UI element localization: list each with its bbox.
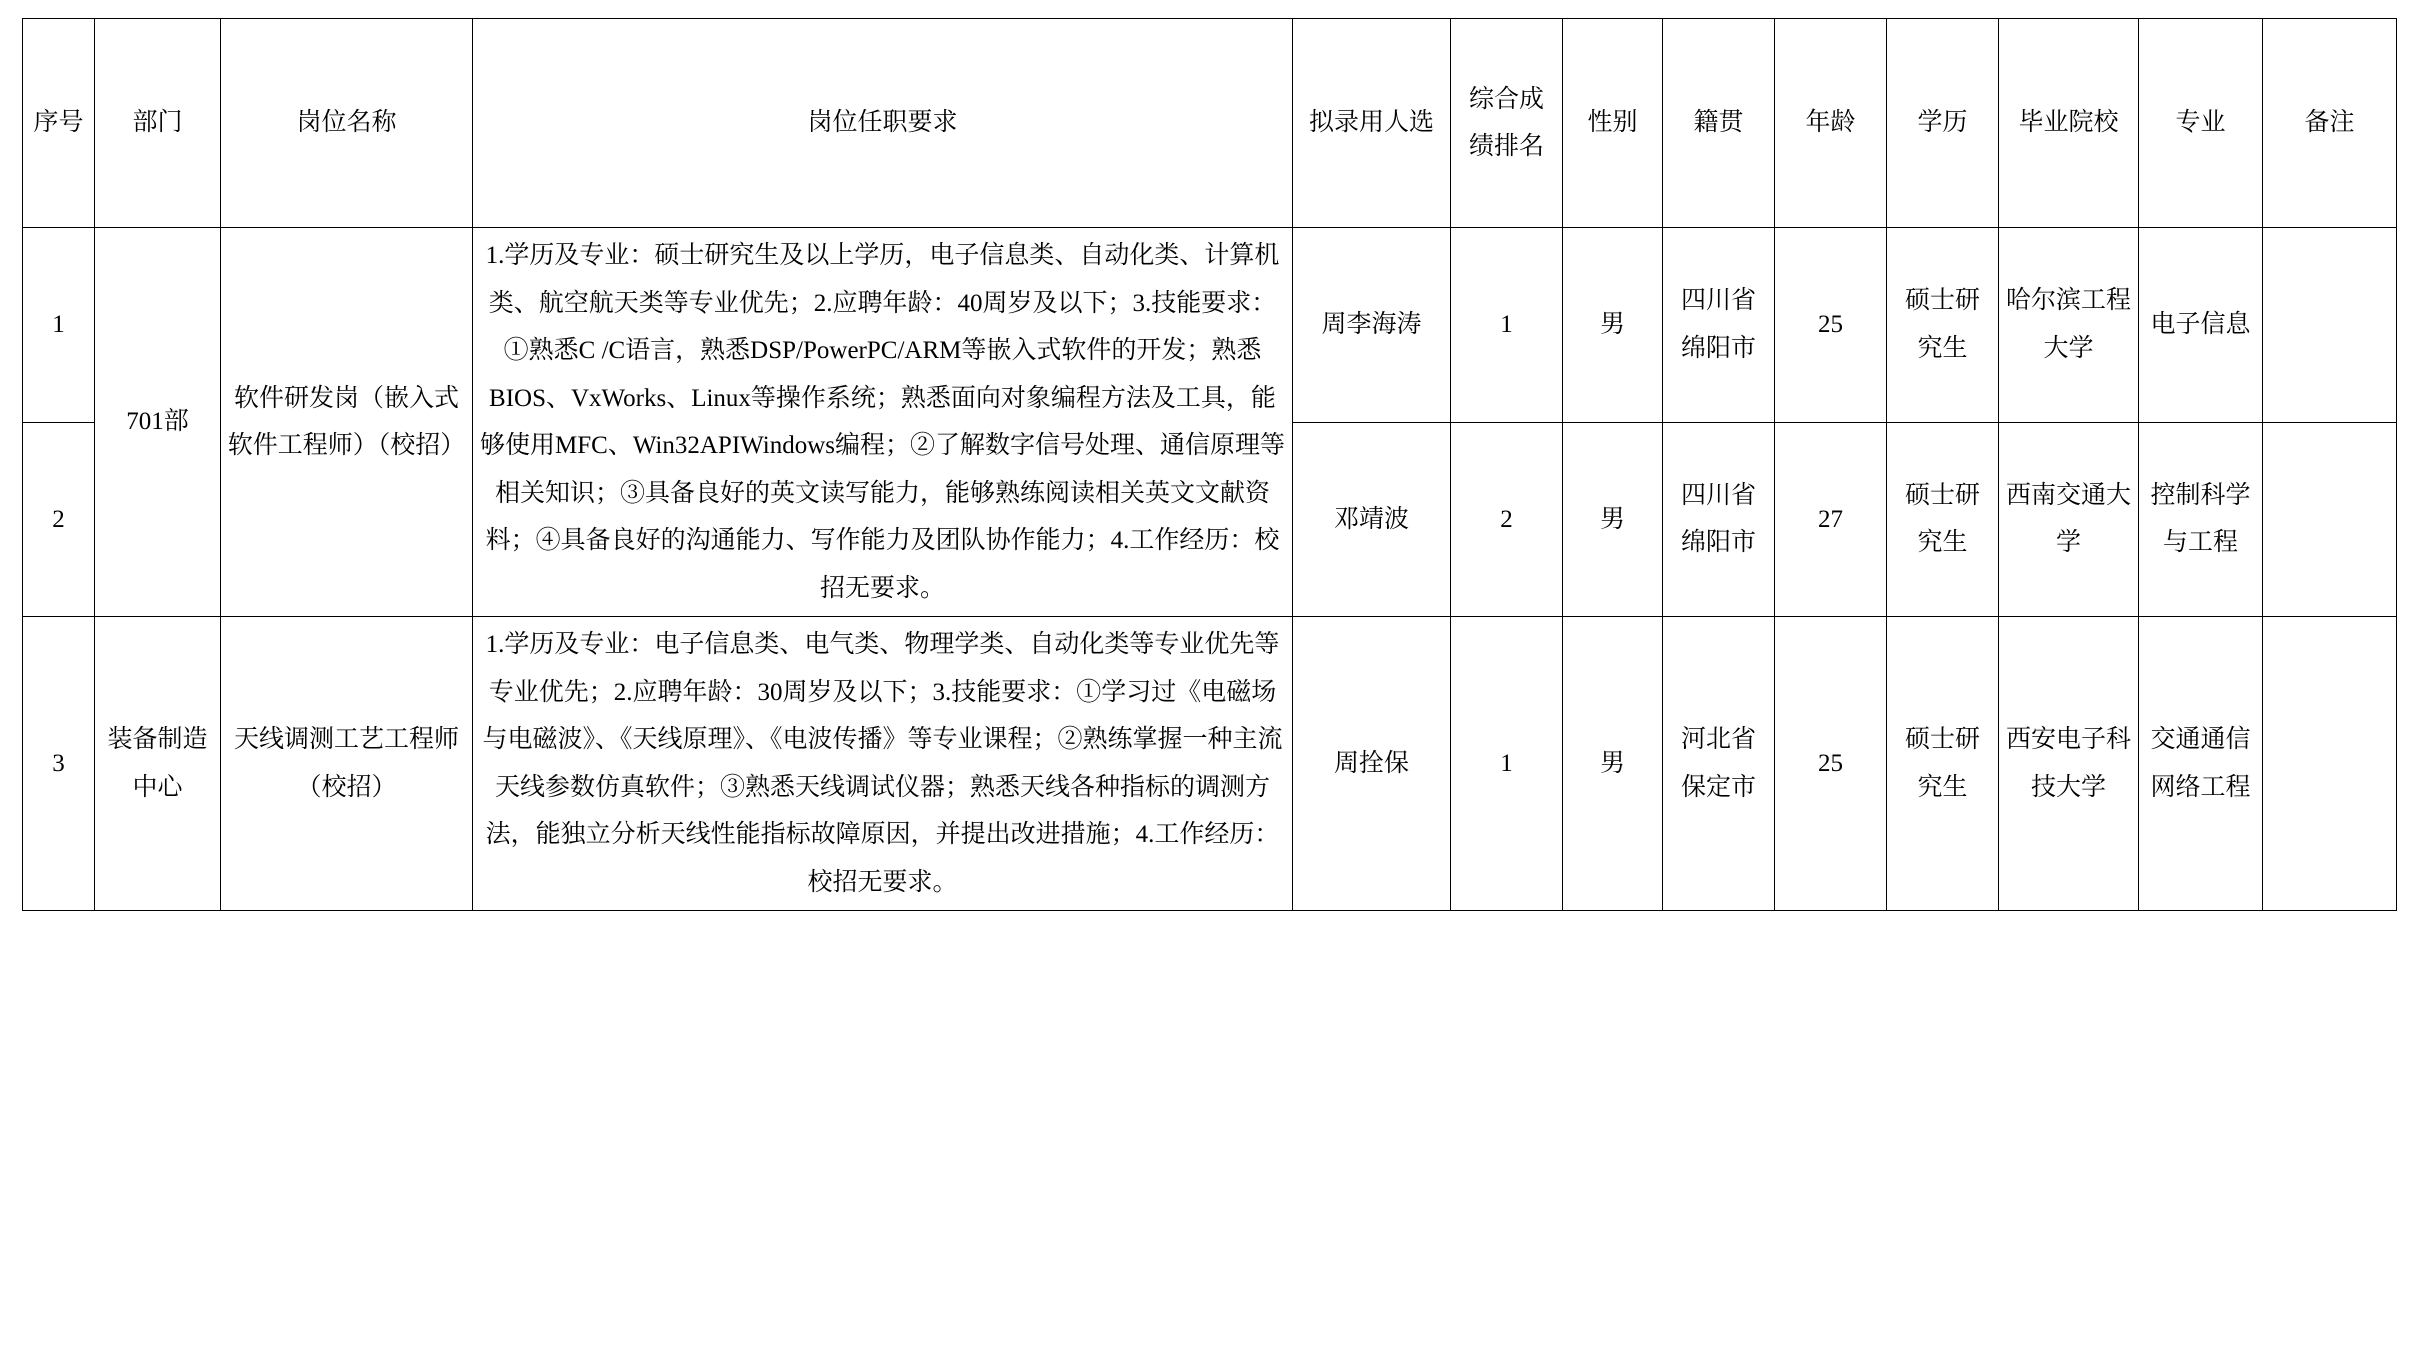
cell-school: 哈尔滨工程大学: [1999, 228, 2139, 423]
header-post-requirement: 岗位任职要求: [473, 19, 1293, 228]
cell-requirement: 1.学历及专业：硕士研究生及以上学历，电子信息类、自动化类、计算机类、航空航天类等专业优先；2.应聘年龄：40周岁及以下；3.技能要求：①熟悉C /C语言，熟悉DSP/PowerPC/ARM等嵌入式软件的开发；熟悉BIOS、VxWorks、Linux等操作系统；熟悉面向对象编程方法及工具，能够使用MFC、Win32APIWindows编程；②了解数字信号处理、通信原理等相关知识；③具备良好的英文读写能力，能够熟练阅读相关英文文献资料；④具备良好的沟通能力、写作能力及团队协作能力；4.工作经历：校招无要求。: [473, 228, 1293, 617]
cell-age: 27: [1775, 422, 1887, 617]
cell-remark: [2263, 617, 2397, 911]
header-education: 学历: [1887, 19, 1999, 228]
cell-remark: [2263, 228, 2397, 423]
header-rank: 综合成绩排名: [1451, 19, 1563, 228]
cell-seq: 3: [23, 617, 95, 911]
header-age: 年龄: [1775, 19, 1887, 228]
header-major: 专业: [2139, 19, 2263, 228]
header-row: [23, 19, 2397, 228]
header-gender: 性别: [1563, 19, 1663, 228]
cell-major: 交通通信网络工程: [2139, 617, 2263, 911]
cell-post-name: 天线调测工艺工程师（校招）: [221, 617, 473, 911]
cell-native-place: 河北省保定市: [1663, 617, 1775, 911]
cell-seq: 2: [23, 422, 95, 617]
cell-rank: 1: [1451, 617, 1563, 911]
recruitment-table: [22, 18, 2397, 911]
cell-major: 控制科学与工程: [2139, 422, 2263, 617]
cell-candidate: 邓靖波: [1293, 422, 1451, 617]
header-candidate: 拟录用人选: [1293, 19, 1451, 228]
cell-department: 701部: [95, 228, 221, 617]
table-row: [23, 228, 2397, 423]
cell-seq: 1: [23, 228, 95, 423]
cell-gender: 男: [1563, 617, 1663, 911]
cell-education: 硕士研究生: [1887, 228, 1999, 423]
cell-major: 电子信息: [2139, 228, 2263, 423]
cell-school: 西安电子科技大学: [1999, 617, 2139, 911]
cell-candidate: 周拴保: [1293, 617, 1451, 911]
table-row: [23, 617, 2397, 911]
header-department: 部门: [95, 19, 221, 228]
cell-school: 西南交通大学: [1999, 422, 2139, 617]
cell-remark: [2263, 422, 2397, 617]
cell-gender: 男: [1563, 228, 1663, 423]
table-body: [23, 228, 2397, 911]
cell-native-place: 四川省绵阳市: [1663, 228, 1775, 423]
cell-post-name: 软件研发岗（嵌入式软件工程师）（校招）: [221, 228, 473, 617]
cell-rank: 2: [1451, 422, 1563, 617]
cell-rank: 1: [1451, 228, 1563, 423]
header-native-place: 籍贯: [1663, 19, 1775, 228]
header-school: 毕业院校: [1999, 19, 2139, 228]
cell-department: 装备制造中心: [95, 617, 221, 911]
cell-gender: 男: [1563, 422, 1663, 617]
cell-education: 硕士研究生: [1887, 617, 1999, 911]
cell-requirement: 1.学历及专业：电子信息类、电气类、物理学类、自动化类等专业优先等专业优先；2.应聘年龄：30周岁及以下；3.技能要求：①学习过《电磁场与电磁波》、《天线原理》、《电波传播》等专业课程；②熟练掌握一种主流天线参数仿真软件；③熟悉天线调试仪器；熟悉天线各种指标的调测方法，能独立分析天线性能指标故障原因，并提出改进措施；4.工作经历：校招无要求。: [473, 617, 1293, 911]
cell-candidate: 周李海涛: [1293, 228, 1451, 423]
cell-age: 25: [1775, 228, 1887, 423]
header-post-name: 岗位名称: [221, 19, 473, 228]
header-seq: 序号: [23, 19, 95, 228]
table-header: [23, 19, 2397, 228]
header-remark: 备注: [2263, 19, 2397, 228]
cell-age: 25: [1775, 617, 1887, 911]
cell-native-place: 四川省绵阳市: [1663, 422, 1775, 617]
cell-education: 硕士研究生: [1887, 422, 1999, 617]
